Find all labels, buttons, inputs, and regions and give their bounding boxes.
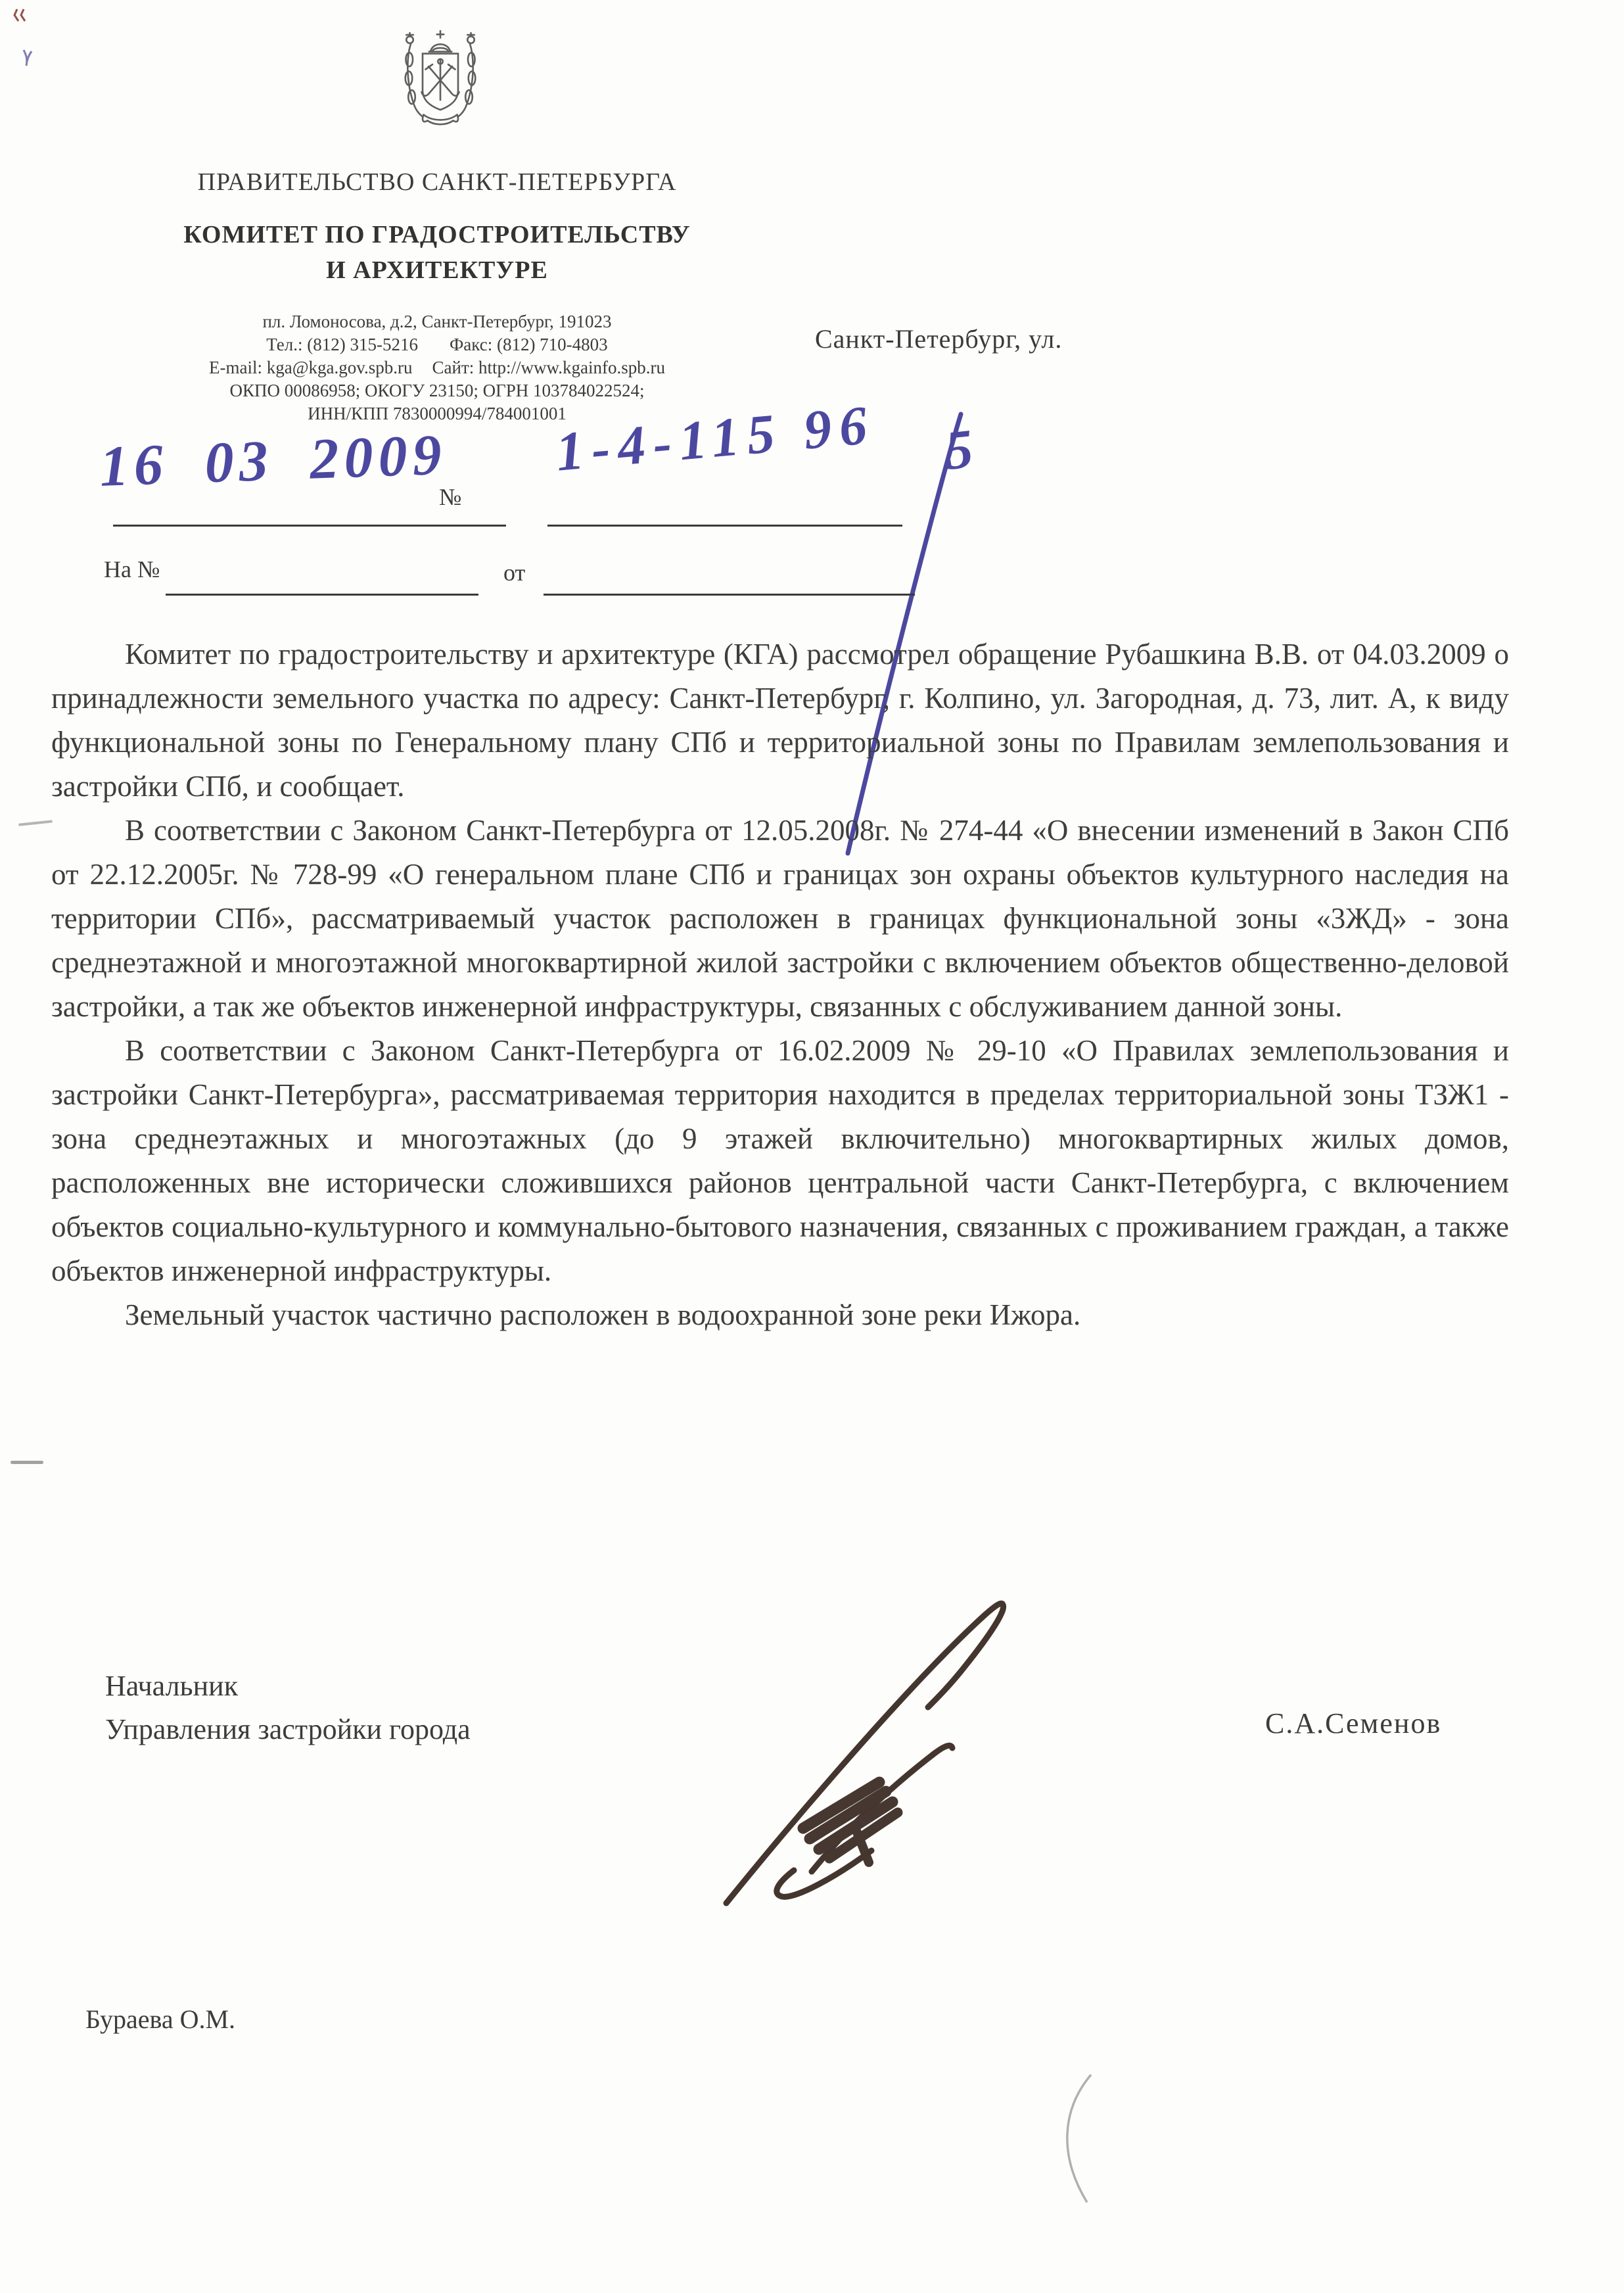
letterhead-codes: ОКПО 00086958; ОКОГУ 23150; ОГРН 103784022524; (229, 381, 645, 400)
body-paragraph: Комитет по градостроительству и архитектуре (КГА) рассмотрел обращение Рубашкина В.В. от 04.03.2009 о принадлежности земельного участка по адресу: Санкт-Петербург, г. Колпино, ул. Загородная, д. 73, лит. А, к виду функциональной зоны по Генеральному плану СПб и территориальной зоны по Правилам землепользования и застройки СПб, и сообщает. (51, 638, 1509, 803)
handwritten-number-tail: 5 (942, 418, 976, 482)
letterhead-phone: Тел.: (812) 315-5216 (266, 335, 418, 354)
coat-of-arms-icon (381, 18, 499, 150)
number-sign: № (439, 484, 462, 510)
letterhead-email: E-mail: kga@kga.gov.spb.ru (208, 358, 413, 377)
body-paragraph: Земельный участок частично расположен в водоохранной зоне реки Ижора. (125, 1298, 1081, 1331)
reply-number-blank-line (166, 594, 478, 596)
body-paragraph: В соответствии с Законом Санкт-Петербурга от 12.05.2008г. № 274-44 «О внесении изменений в Закон СПб от 22.12.2005г. № 728-99 «О генеральном плане СПб и границах зон охраны объектов культурного наследия на территории СПб», рассматриваемый участок расположен в границах функциональной зоны «3ЖД» - зона среднеэтажной и многоэтажной многоквартирной жилой застройки с включением объектов общественно-деловой застройки, а так же объектов инженерной инфраструктуры, связанных с обслуживанием данной зоны. (51, 814, 1509, 1023)
signature-stroke (703, 1594, 1071, 1923)
signatory-title-line2: Управления застройки города (105, 1713, 471, 1745)
reply-number-label: На № (104, 556, 160, 582)
signatory-title (105, 1665, 471, 1751)
handwritten-date: 16 03 2009 (99, 423, 448, 499)
body-paragraph: В соответствии с Законом Санкт-Петербурга от 16.02.2009 № 29-10 «О Правилах землепользования и застройки Санкт-Петербурга», рассматриваемая территория находится в пределах территориальной зоны ТЗЖ1 - зона среднеэтажных и многоэтажных (до 9 этажей включительно) многоквартирных жилых домов, расположенных вне исторически сложившихся районов центральной части Санкт-Петербурга, с включением объектов социально-культурного и коммунально-бытового назначения, связанных с проживанием граждан, а также объектов инженерной инфраструктуры. (51, 1034, 1509, 1287)
committee-title-line2: И АРХИТЕКТУРЕ (326, 256, 548, 284)
number-blank-line (547, 525, 902, 527)
executor-name: Бураева О.М. (85, 2004, 236, 2034)
signatory-name: С.А.Семенов (1265, 1707, 1442, 1739)
recipient-address: Санкт-Петербург, ул. (815, 324, 1063, 354)
reply-from-label: от (503, 559, 526, 586)
committee-title (0, 217, 874, 288)
letterhead-site: Сайт: http://www.kgainfo.spb.ru (432, 358, 666, 377)
letterhead-address: пл. Ломоносова, д.2, Санкт-Петербург, 191023 (262, 312, 612, 331)
committee-title-line1: КОМИТЕТ ПО ГРАДОСТРОИТЕЛЬСТВУ (183, 221, 691, 248)
letterhead-inn-kpp: ИНН/КПП 7830000994/784001001 (308, 404, 567, 423)
scan-speck-artifact (12, 5, 32, 25)
signatory-title-line1: Начальник (105, 1670, 239, 1702)
date-blank-line (113, 525, 506, 527)
scan-speck-artifact (20, 46, 37, 68)
handwritten-number: 1-4-115 96 (553, 394, 877, 483)
margin-dash-artifact (11, 1461, 43, 1464)
pen-curve-artifact (1044, 2069, 1109, 2208)
margin-dash-artifact (18, 820, 53, 826)
reply-from-blank-line (544, 594, 915, 596)
government-title: ПРАВИТЕЛЬСТВО САНКТ-ПЕТЕРБУРГА (197, 168, 677, 196)
letterhead-fax: Факс: (812) 710-4803 (449, 335, 608, 354)
letter-body (51, 632, 1509, 1337)
